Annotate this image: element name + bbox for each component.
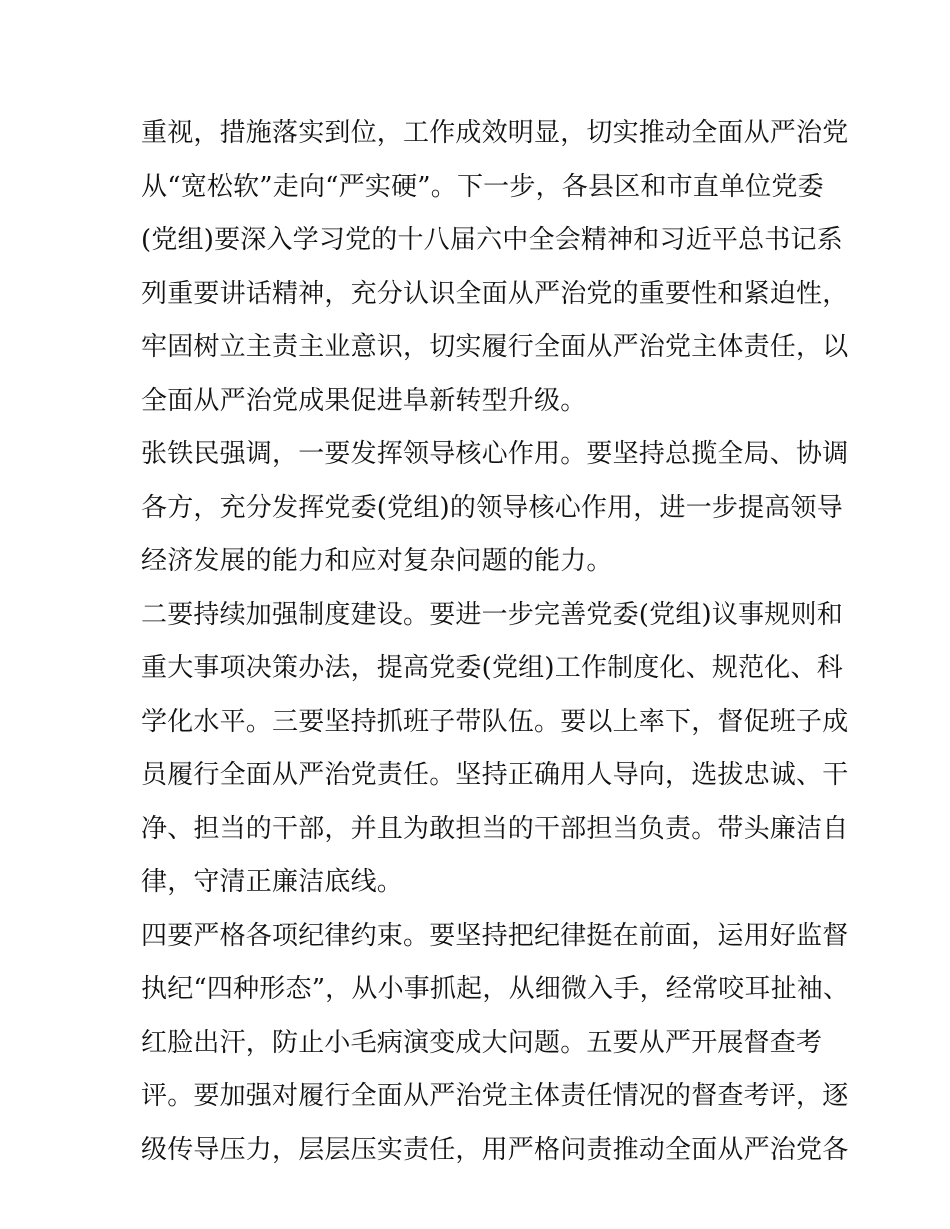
text-line: 学化水平。三要坚持抓班子带队伍。要以上率下，督促班子成 bbox=[141, 706, 849, 737]
text-line: 级传导压力，层层压实责任，用严格问责推动全面从严治党各 bbox=[141, 1134, 849, 1165]
text-line: 评。要加强对履行全面从严治党主体责任情况的督查考评，逐 bbox=[141, 1081, 849, 1111]
text-line: 重大事项决策办法，提高党委(党组)工作制度化、规范化、科 bbox=[141, 653, 843, 683]
text-line: 执纪“四种形态”，从小事抓起，从细微入手，经常咬耳扯袖、 bbox=[141, 974, 850, 1004]
text-line: 全面从严治党成果促进阜新转型升级。 bbox=[141, 385, 587, 416]
text-line: 牢固树立主责主业意识，切实履行全面从严治党主体责任，以 bbox=[141, 332, 849, 362]
text-line: 红脸出汗，防止小毛病演变成大问题。五要从严开展督查考 bbox=[141, 1027, 823, 1058]
text-line: 从“宽松软”走向“严实硬”。下一步，各县区和市直单位党委 bbox=[141, 171, 824, 202]
text-line: 张铁民强调，一要发挥领导核心作用。要坚持总揽全局、协调 bbox=[141, 439, 849, 469]
text-line: 四要严格各项纪律约束。要坚持把纪律挺在前面，运用好监督 bbox=[141, 920, 849, 951]
text-line: 经济发展的能力和应对复杂问题的能力。 bbox=[141, 546, 613, 576]
document-body bbox=[141, 107, 850, 1177]
text-line: 列重要讲话精神，充分认识全面从严治党的重要性和紧迫性， bbox=[141, 278, 849, 309]
text-line: 重视，措施落实到位，工作成效明显，切实推动全面从严治党 bbox=[141, 118, 849, 148]
text-line: 员履行全面从严治党责任。坚持正确用人导向，选拔忠诚、干 bbox=[141, 760, 849, 790]
text-line: 二要持续加强制度建设。要进一步完善党委(党组)议事规则和 bbox=[141, 599, 843, 630]
text-line: 各方，充分发挥党委(党组)的领导核心作用，进一步提高领导 bbox=[141, 492, 843, 523]
text-line: 净、担当的干部，并且为敢担当的干部担当负责。带头廉洁自 bbox=[141, 813, 849, 844]
text-line: 律，守清正廉洁底线。 bbox=[141, 867, 404, 897]
text-line: (党组)要深入学习党的十八届六中全会精神和习近平总书记系 bbox=[141, 225, 843, 255]
